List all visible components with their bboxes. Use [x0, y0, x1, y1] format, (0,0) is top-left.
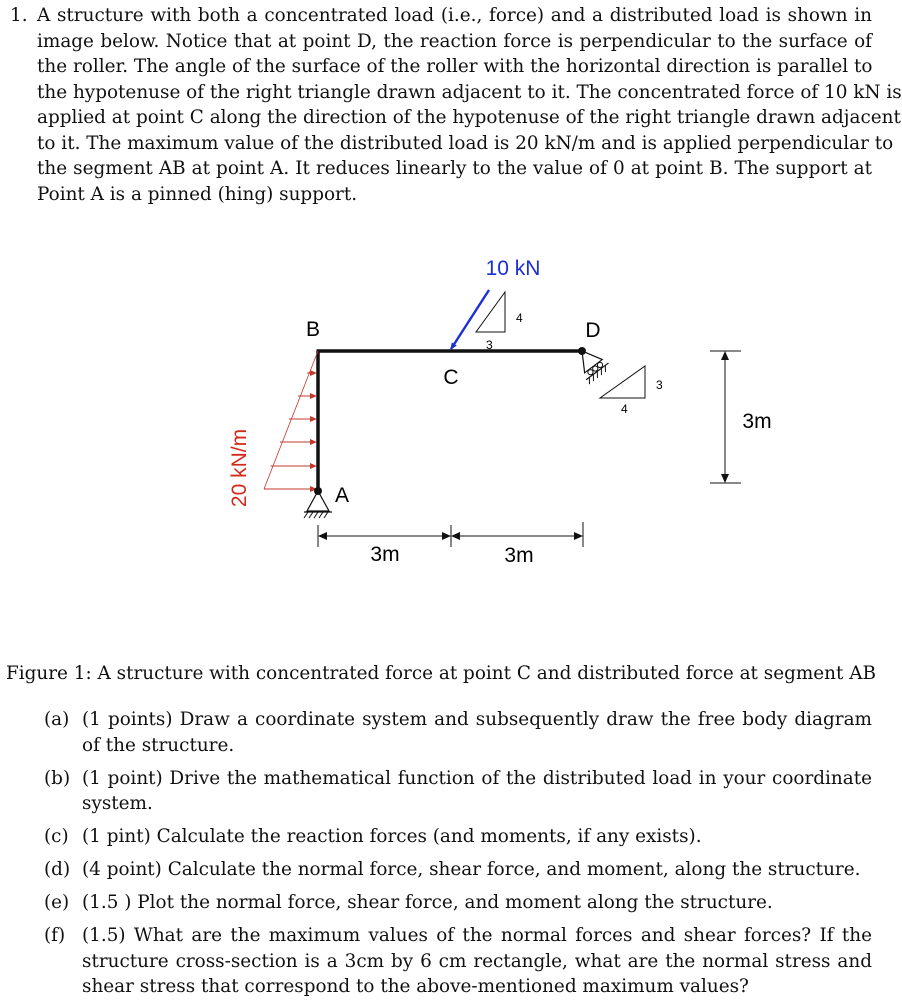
- problem-line: the hypotenuse of the right triangle drawn adjacent to it. The concentrated force of 10 kN is: [37, 81, 902, 103]
- problem-statement: [10, 3, 902, 207]
- part-label: (c): [44, 826, 69, 847]
- structure-figure: [200, 240, 772, 580]
- question-part: [44, 766, 872, 817]
- problem-line: A structure with both a concentrated load (i.e., force) and a distributed load is shown in: [37, 5, 872, 26]
- question-part: [44, 857, 872, 883]
- question-part: [44, 923, 872, 1000]
- part-text: (1.5 ) Plot the normal force, shear force, and moment along the structure.: [82, 892, 773, 913]
- force-slope-triangle: [476, 292, 505, 332]
- part-label: (e): [44, 892, 70, 913]
- problem-line: to it. The maximum value of the distributed load is 20 kN/m and is applied perpendicular to: [37, 132, 894, 154]
- label-point-b: B: [305, 318, 321, 341]
- part-text: (1 point) Drive the mathematical function of the distributed load in your coordinate system.: [82, 767, 872, 814]
- problem-line: the segment AB at point A. It reduces linearly to the value of 0 at point B. The support at: [37, 158, 872, 179]
- question-part: [44, 890, 872, 916]
- label-point-c: C: [443, 366, 459, 389]
- problem-number: 1.: [10, 5, 28, 26]
- dist-load-label: 20 kN/m: [228, 428, 251, 508]
- part-label: (b): [44, 767, 71, 789]
- part-text: (4 point) Calculate the normal force, shear force, and moment, along the structure.: [82, 859, 861, 880]
- roller-tri-vertical: 3: [656, 378, 663, 392]
- roller-tri-horizontal: 4: [621, 402, 628, 416]
- dim-height-label: 3m: [742, 410, 772, 433]
- pin-support-a: [304, 487, 332, 518]
- force-arrow-c: [451, 290, 489, 349]
- part-label: (a): [44, 709, 70, 730]
- figure-caption: Figure 1: A structure with concentrated force at point C and distributed force at segment AB: [6, 663, 877, 684]
- label-point-d: D: [585, 319, 601, 342]
- question-part: [44, 707, 872, 758]
- force-tri-horizontal: 3: [486, 338, 493, 352]
- roller-slope-triangle: [600, 366, 645, 398]
- part-text: (1 pint) Calculate the reaction forces (and moments, if any exists).: [82, 826, 702, 847]
- distributed-load: [264, 351, 318, 489]
- force-tri-vertical: 4: [516, 311, 523, 325]
- problem-text: [37, 3, 902, 207]
- part-label: (d): [44, 859, 71, 880]
- problem-line: applied at point C along the direction of the hypotenuse of the right triangle drawn adjacent: [37, 107, 901, 128]
- label-point-a: A: [334, 484, 350, 507]
- question-parts: [44, 707, 872, 1007]
- part-label: (f): [44, 925, 66, 946]
- roller-support-d: [571, 343, 612, 385]
- force-label: 10 kN: [485, 257, 541, 280]
- problem-line: Point A is a pinned (hing) support.: [37, 183, 358, 205]
- horizontal-dimension: [318, 522, 583, 547]
- part-text: (1.5) What are the maximum values of the normal forces and shear forces? If the structure cross-section is a 3cm by 6 cm rectangle, what are the normal stress and shear stress that correspond to the above-mentioned maximum values?: [82, 925, 872, 997]
- problem-line: image below. Notice that at point D, the reaction force is perpendicular to the surface of: [37, 30, 872, 52]
- problem-line: the roller. The angle of the surface of the roller with the horizontal direction is parallel to: [37, 56, 873, 77]
- vertical-dimension: [710, 351, 741, 483]
- dim-cd-label: 3m: [504, 544, 534, 567]
- part-text: (1 points) Draw a coordinate system and subsequently draw the free body diagram of the structure.: [82, 709, 872, 756]
- question-part: [44, 824, 872, 850]
- dim-ac-label: 3m: [370, 543, 400, 566]
